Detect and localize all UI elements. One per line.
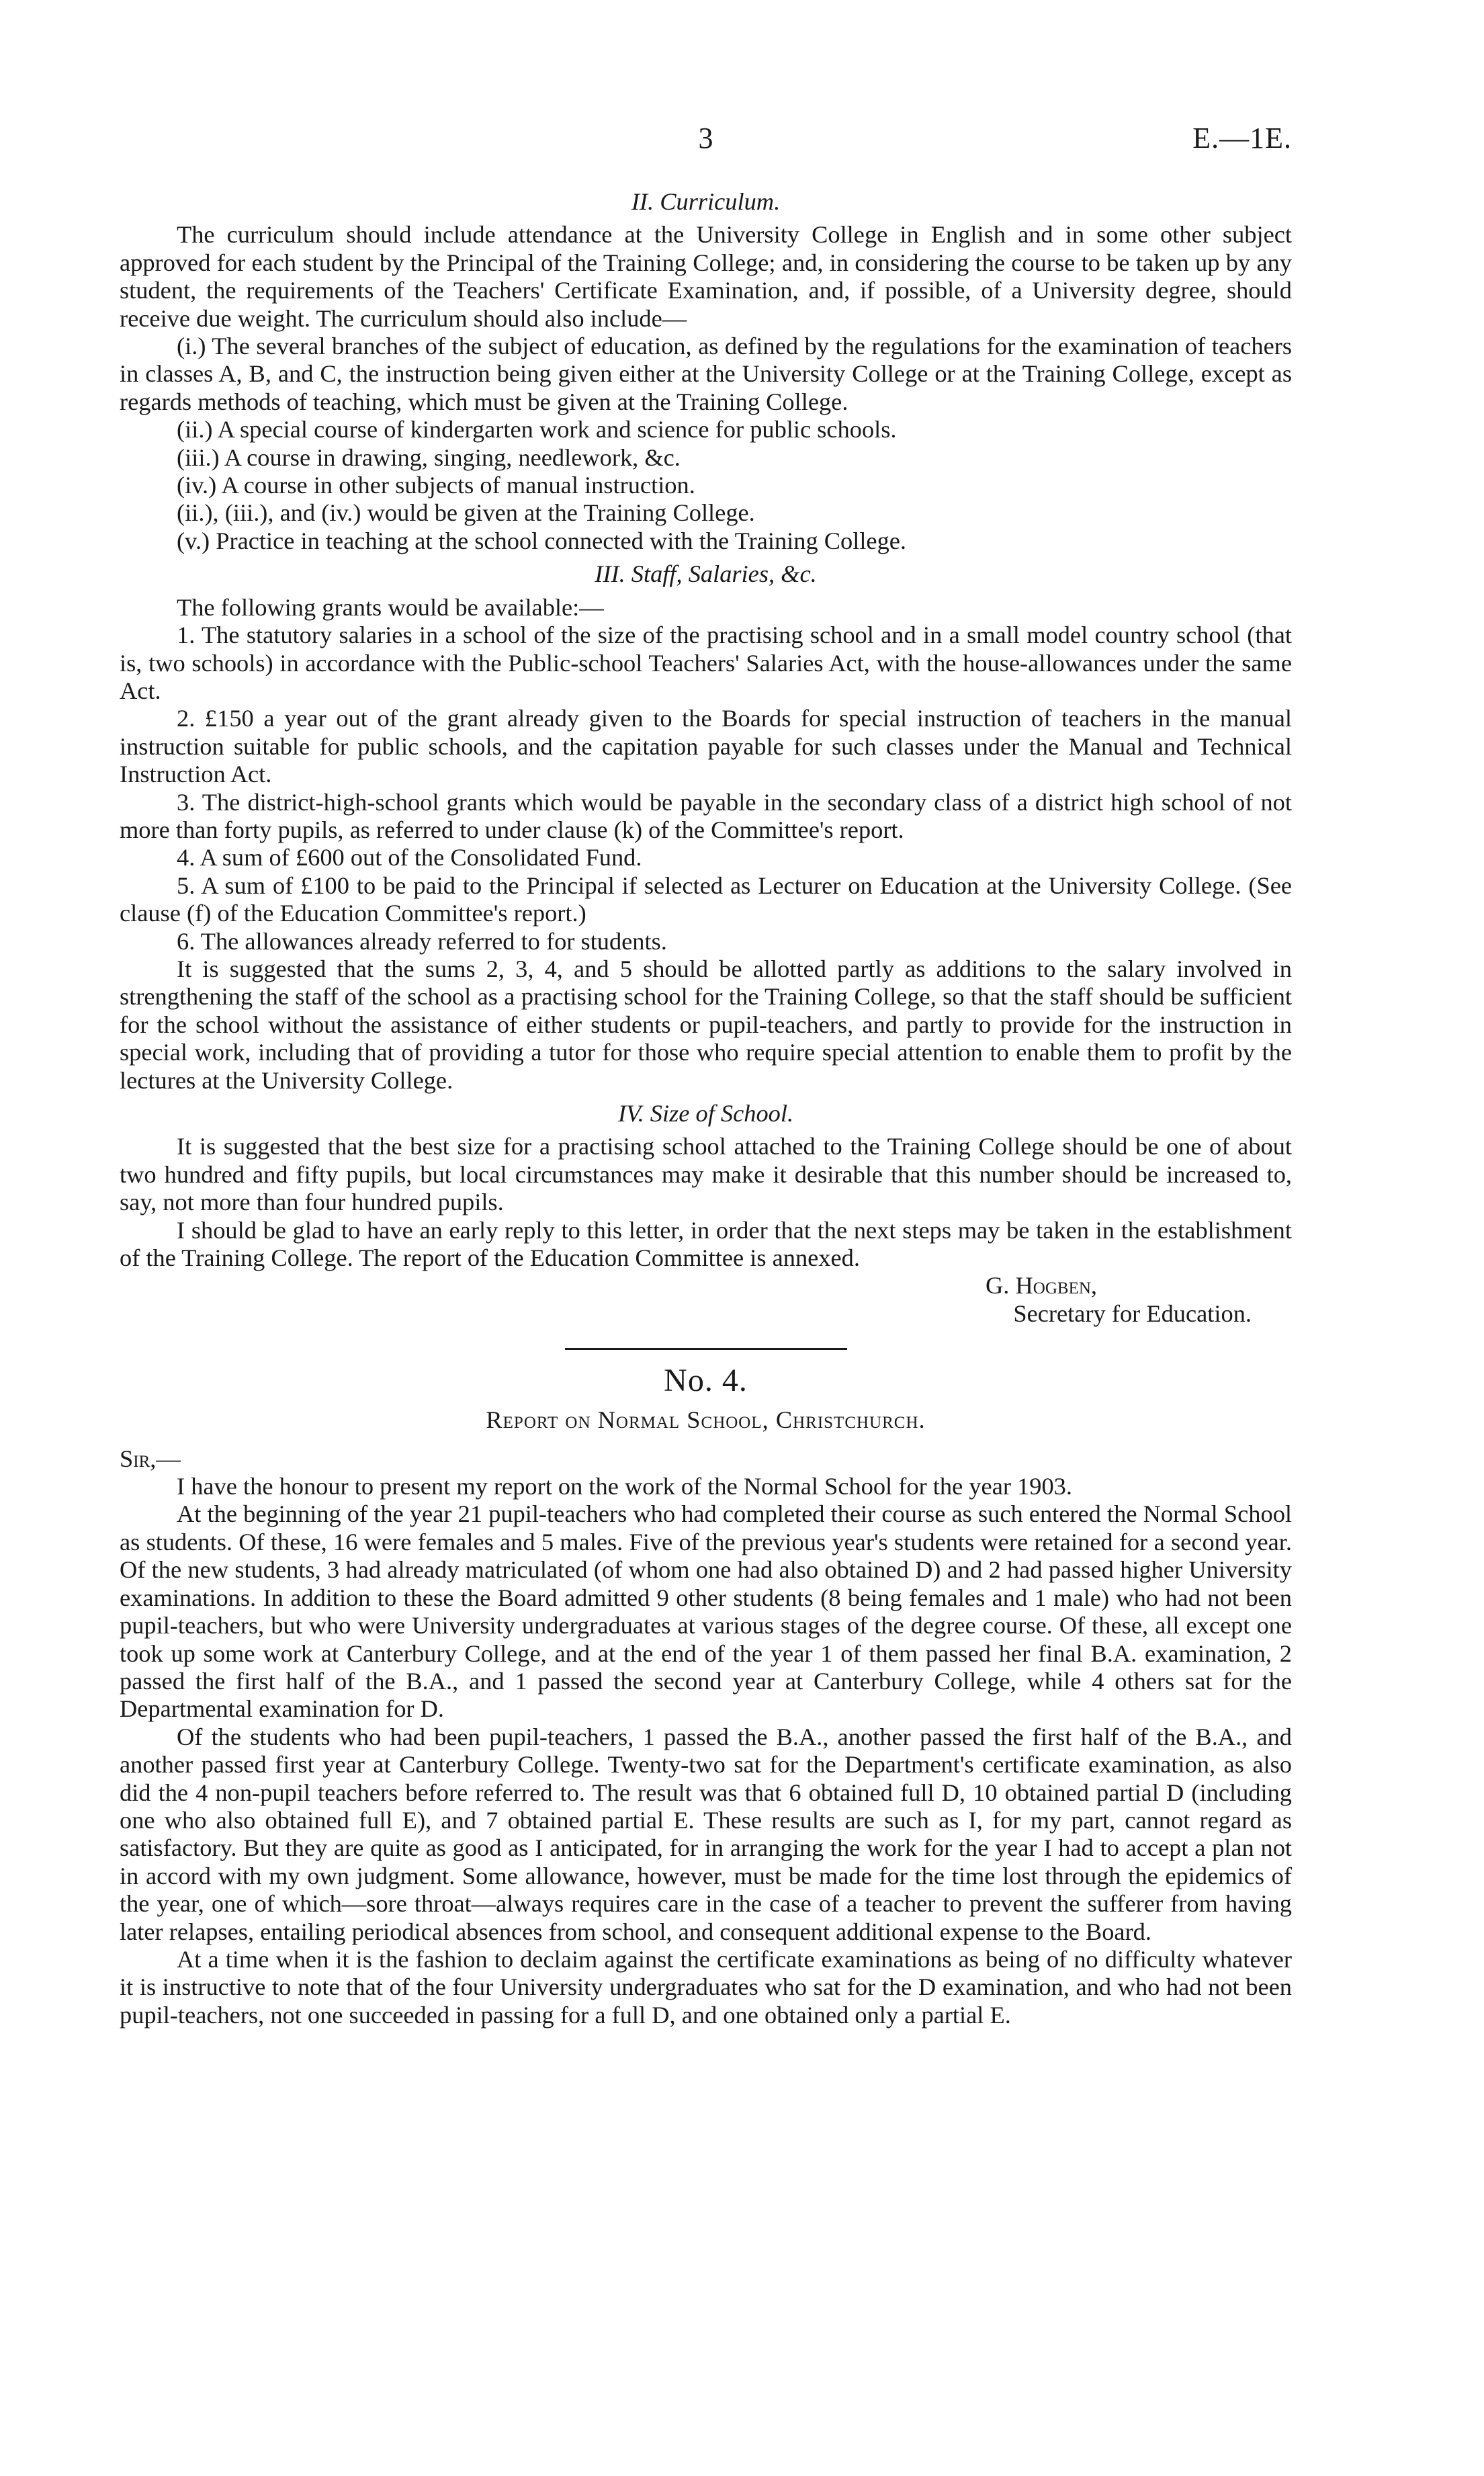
size-paragraph: It is suggested that the best size for a practising school attached to the Training College should be one of about two hundred and fifty pupils, but local circumstances may make it desirable that this number should be increased to, say, not more than four hundred pupils. [120, 1133, 1292, 1216]
document-number-heading: No. 4. [664, 1363, 748, 1399]
staff-closing: It is suggested that the sums 2, 3, 4, and 5 should be allotted partly as additions to the salary involved in strengthening the staff of the school as a practising school for the Training College, so that the staff should be sufficient for the school without the assistance of either students or pupil-teachers, and partly to provide for the instruction in special work, including that of providing a tutor for those who require special attention to enable them to profit by the lectures at the University College. [120, 955, 1292, 1094]
curriculum-item: (v.) Practice in teaching at the school connected with the Training College. [177, 527, 907, 554]
report-paragraph: I have the honour to present my report on the work of the Normal School for the year 1903. [177, 1473, 1072, 1500]
curriculum-item: (ii.), (iii.), and (iv.) would be given at the Training College. [177, 499, 755, 527]
curriculum-item: (iii.) A course in drawing, singing, needlework, &c. [177, 443, 681, 471]
document-body [120, 183, 1292, 2029]
report-title: Report on Normal School, Christchurch. [486, 1406, 926, 1434]
section-heading-staff: III. Staff, Salaries, &c. [595, 560, 817, 588]
salutation: Sir,— [120, 1445, 181, 1472]
grant-item: 4. A sum of £600 out of the Consolidated Fund. [177, 844, 642, 871]
signature-title: Secretary for Education. [1013, 1299, 1252, 1327]
running-header [120, 121, 1292, 161]
staff-intro: The following grants would be available:— [177, 593, 604, 621]
grant-item: 5. A sum of £100 to be paid to the Principal if selected as Lecturer on Education at the University College. (See clause (f) of the Education Committee's report.) [120, 871, 1292, 927]
reply-paragraph: I should be glad to have an early reply to this letter, in order that the next steps may be taken in the establishment of the Training College. The report of the Education Committee is annexed. [120, 1216, 1292, 1272]
curriculum-intro: The curriculum should include attendance at the University College in English and in some other subject approved for each student by the Principal of the Training College; and, in considering the course to be taken up by any student, the requirements of the Teachers' Certificate Examination, and, if possible, of a University degree, should receive due weight. The curriculum should also include— [120, 221, 1292, 332]
signature-name: G. Hogben, [986, 1272, 1097, 1299]
grant-item: 3. The district-high-school grants which would be payable in the secondary class of a district high school of not more than forty pupils, as referred to under clause (k) of the Committee's report. [120, 788, 1292, 843]
document-reference: E.—1E. [1192, 122, 1292, 155]
section-heading-curriculum: II. Curriculum. [631, 188, 781, 215]
signature-block [120, 1272, 1292, 1328]
curriculum-item: (ii.) A special course of kindergarten work and science for public schools. [177, 416, 897, 443]
curriculum-item: (iv.) A course in other subjects of manual instruction. [177, 472, 695, 499]
report-paragraph: At the beginning of the year 21 pupil-teachers who had completed their course as such entered the Normal School as students. Of these, 16 were females and 5 males. Five of the previous year's students were retained for a second year. Of the new students, 3 had already matriculated (of whom one had also obtained D) and 2 had passed higher University examinations. In addition to these the Board admitted 9 other students (8 being females and 1 male) who had not been pupil-teachers, but who were University undergraduates at various stages of the degree course. Of these, all except one took up some work at Canterbury College, and at the end of the year 1 of them passed her final B.A. examination, 2 passed the first half of the B.A., and 1 passed the second year at Canterbury College, while 4 others sat for the Departmental examination for D. [120, 1500, 1292, 1723]
curriculum-item: (i.) The several branches of the subject of education, as defined by the regulations for the examination of teachers in classes A, B, and C, the instruction being given either at the University College or at the Training College, except as regards methods of teaching, which must be given at the Training College. [120, 333, 1292, 415]
page-number: 3 [698, 122, 713, 155]
section-divider [565, 1348, 847, 1350]
section-heading-size: IV. Size of School. [617, 1100, 794, 1127]
grant-item: 1. The statutory salaries in a school of the size of the practising school and in a small model country school (that is, two schools) in accordance with the Public-school Teachers' Salaries Act, with the house-allowances under the same Act. [120, 622, 1292, 704]
report-paragraph: At a time when it is the fashion to declaim against the certificate examinations as being of no difficulty whatever it is instructive to note that of the four University undergraduates who sat for the D examination, and who had not been pupil-teachers, not one succeeded in passing for a full D, and one obtained only a partial E. [120, 1945, 1292, 2029]
report-paragraph: Of the students who had been pupil-teachers, 1 passed the B.A., another passed the first half of the B.A., and another passed first year at Canterbury College. Twenty-two sat for the Department's certificate examination, as also did the 4 non-pupil teachers before referred to. The result was that 6 obtained full D, 10 obtained partial D (including one who also obtained full E), and 7 obtained partial E. These results are such as I, for my part, cannot regard as satisfactory. But they are quite as good as I anticipated, for in arranging the work for the year I had to accept a plan not in accord with my own judgment. Some allowance, however, must be made for the time lost through the epidemics of the year, one of which—sore throat—always requires care in the case of a teacher to prevent the sufferer from having later relapses, entailing periodical absences from school, and consequent additional expense to the Board. [120, 1723, 1292, 1945]
grant-item: 6. The allowances already referred to for students. [177, 927, 667, 955]
grant-item: 2. £150 a year out of the grant already given to the Boards for special instruction of teachers in the manual instruction suitable for public schools, and the capitation payable for such classes under the Manual and Technical Instruction Act. [120, 705, 1292, 788]
